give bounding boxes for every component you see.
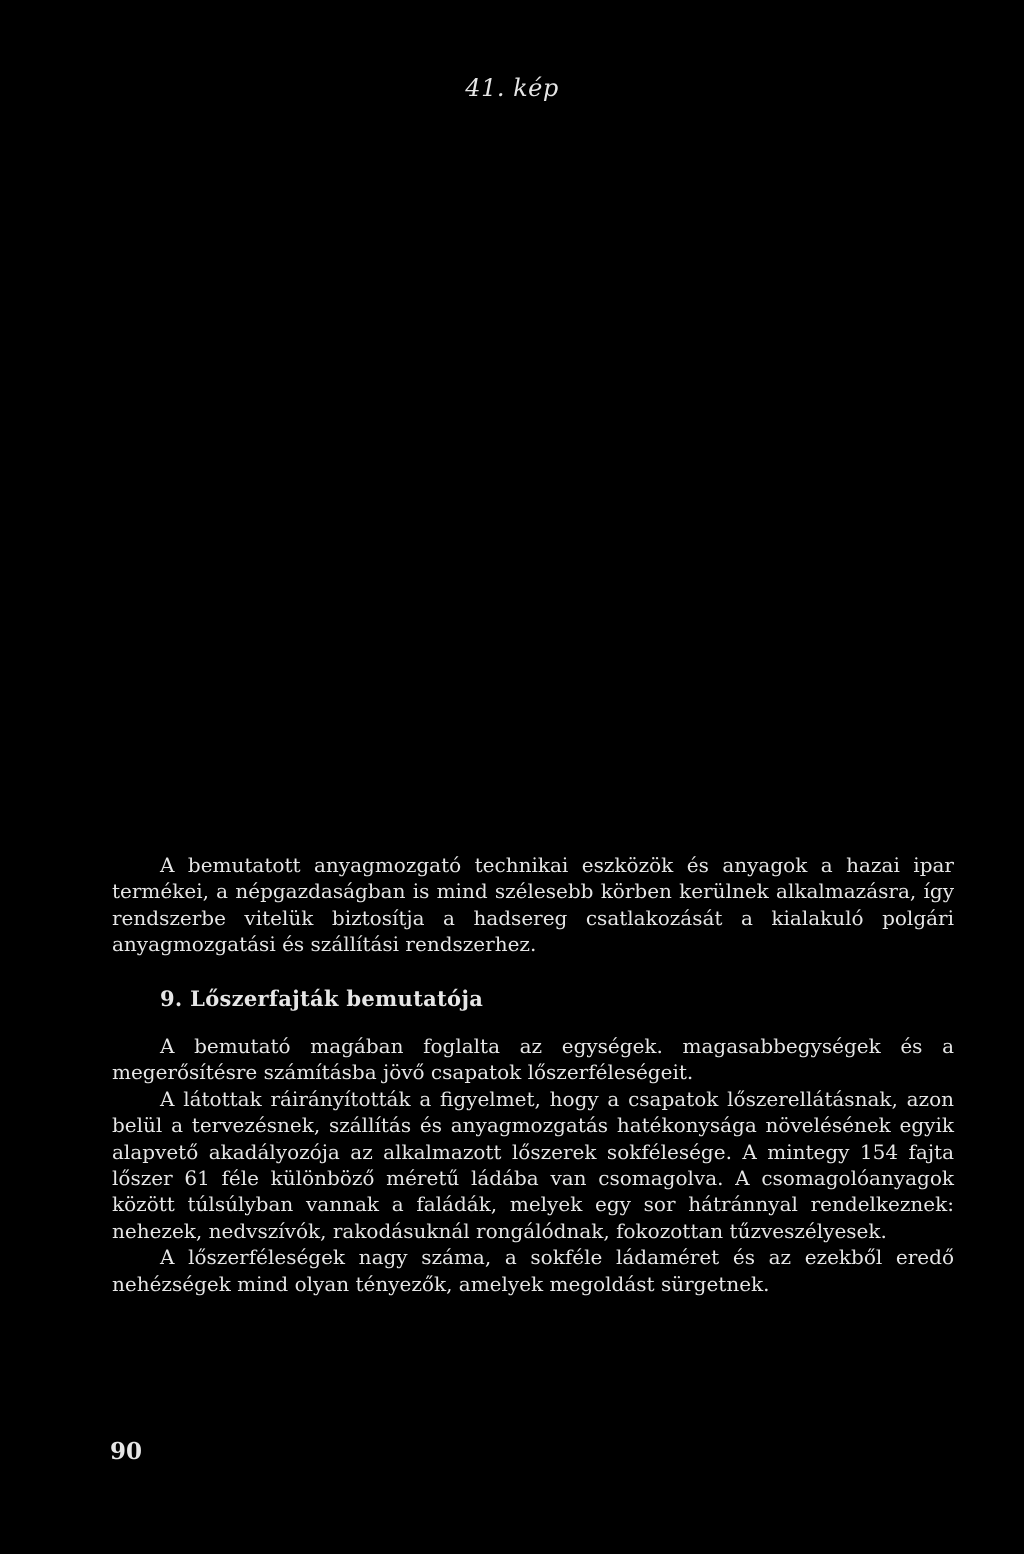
section-heading: 9. Lőszerfajták bemutatója: [160, 986, 484, 1011]
section-body: [112, 1033, 954, 1297]
intro-text: [112, 852, 954, 958]
section-paragraph: A lőszerféleségek nagy száma, a sokféle ládaméret és az ezekből eredő nehézségek mind olyan tényezők, amelyek megoldást sürgetnek.: [112, 1245, 954, 1296]
page-number: 90: [110, 1438, 143, 1465]
section-paragraph: A bemutató magában foglalta az egységek. magasabbegységek és a megerősítésre számításba jövő csapatok lőszerféleségeit.: [112, 1034, 954, 1085]
figure-caption: 41. kép: [465, 74, 559, 102]
intro-paragraph: A bemutatott anyagmozgató technikai eszközök és anyagok a hazai ipar termékei, a népgazdaságban is mind szélesebb körben kerülnek alkalmazásra, így rendszerbe vitelük biztosítja a hadsereg csatlakozását a kialakuló polgári anyagmozgatási és szállítási rendszerhez.: [112, 853, 954, 957]
section-paragraph: A látottak ráirányították a figyelmet, hogy a csapatok lőszerellátásnak, azon belül a tervezésnek, szállítás és anyagmozgatás hatékonysága növelésének egyik alapvető akadályozója az alkalmazott lőszerek sokfélesége. A mintegy 154 fajta lőszer 61 féle különböző méretű ládába van csomagolva. A csomagolóanyagok között túlsúlyban vannak a faládák, melyek egy sor hátránnyal rendelkeznek: nehezek, nedvszívók, rakodásuknál rongálódnak, fokozottan tűzveszélyesek.: [112, 1086, 954, 1243]
